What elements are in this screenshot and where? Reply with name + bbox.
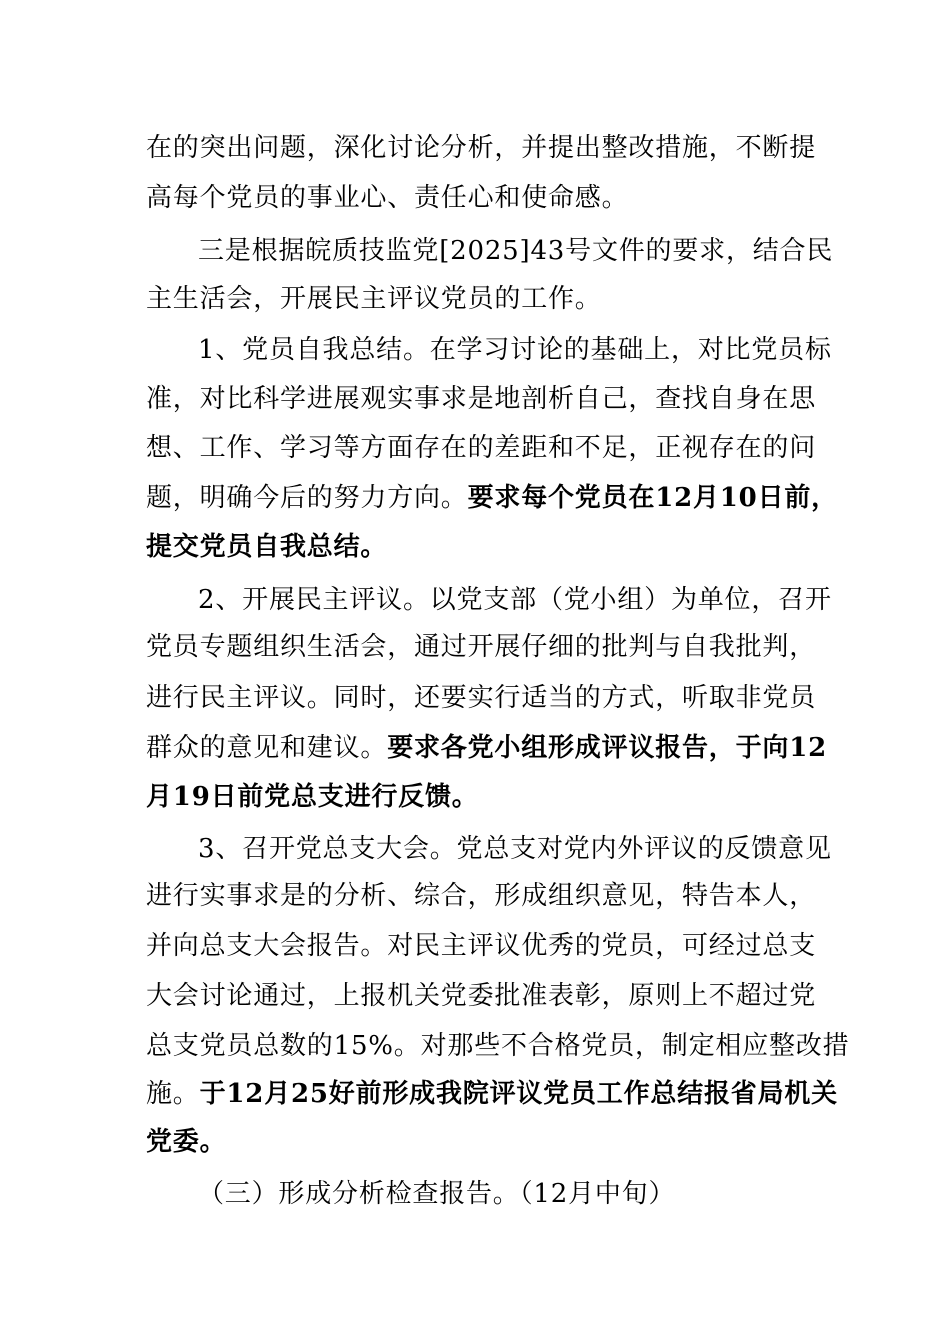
bold-requirement: 要求各党小组形成评议报告，于向12 (387, 733, 827, 763)
item-3-general-meeting (198, 825, 832, 873)
text-run: 在的突出问题，深化讨论分析，并提出整改措施，不断提 (146, 133, 817, 163)
text-line (146, 424, 817, 472)
text-line (146, 872, 817, 920)
text-line (146, 523, 806, 571)
text-run: 1、党员自我总结。在学习讨论的基础上，对比党员标 (198, 335, 832, 365)
item-2-democratic-review (198, 576, 832, 624)
text-run: 总支党员总数的15%。对那些不合格党员，制定相应整改措 (146, 1031, 850, 1061)
text-run: 2、开展民主评议。以党支部（党小组）为单位，召开 (198, 585, 832, 615)
text-run: 三是根据皖质技监党[2025]43号文件的要求，结合民 (198, 236, 834, 266)
bold-requirement: 要求每个党员在12月10日前， (467, 483, 838, 513)
text-line (146, 275, 806, 323)
section-three-heading (198, 1170, 806, 1218)
text-line (146, 724, 827, 772)
text-run: 高每个党员的事业心、责任心和使命感。 (146, 183, 629, 213)
item-1-self-summary (198, 326, 832, 374)
text-run: 想、工作、学习等方面存在的差距和不足，正视存在的问 (146, 433, 817, 463)
text-line (146, 972, 817, 1020)
text-line (146, 674, 817, 722)
text-line (146, 623, 817, 671)
text-run: 施。 (146, 1079, 200, 1109)
text-line (146, 474, 838, 522)
text-run: 并向总支大会报告。对民主评议优秀的党员，可经过总支 (146, 931, 817, 961)
text-run: 进行民主评议。同时，还要实行适当的方式，听取非党员 (146, 683, 817, 713)
text-run: 党员专题组织生活会，通过开展仔细的批判与自我批判， (146, 632, 817, 662)
text-run: 准，对比科学进展观实事求是地剖析自己，查找自身在思 (146, 384, 817, 414)
bold-requirement: 党委。 (146, 1127, 227, 1157)
text-line (146, 1022, 850, 1070)
bold-requirement: 于12月25好前形成我院评议党员工作总结报省局机关 (199, 1079, 838, 1109)
text-run: 大会讨论通过，上报机关党委批准表彰，原则上不超过党 (146, 981, 817, 1011)
paragraph-three-is (198, 227, 834, 275)
text-line (146, 773, 806, 821)
text-line (146, 174, 806, 222)
text-run: 题，明确今后的努力方向。 (146, 483, 468, 513)
bold-requirement: 提交党员自我总结。 (146, 532, 388, 562)
text-run: 3、召开党总支大会。党总支对党内外评议的反馈意见 (198, 834, 832, 864)
text-line (146, 922, 817, 970)
text-line (146, 124, 817, 172)
text-line (146, 375, 817, 423)
bold-requirement: 月19日前党总支进行反馈。 (146, 782, 479, 812)
text-line (146, 1070, 838, 1118)
text-run: （三）形成分析检查报告。（12月中旬） (198, 1179, 676, 1209)
text-run: 群众的意见和建议。 (146, 733, 388, 763)
text-run: 主生活会，开展民主评议党员的工作。 (146, 284, 602, 314)
text-run: 进行实事求是的分析、综合，形成组织意见，特告本人， (146, 881, 817, 911)
text-line (146, 1118, 806, 1166)
